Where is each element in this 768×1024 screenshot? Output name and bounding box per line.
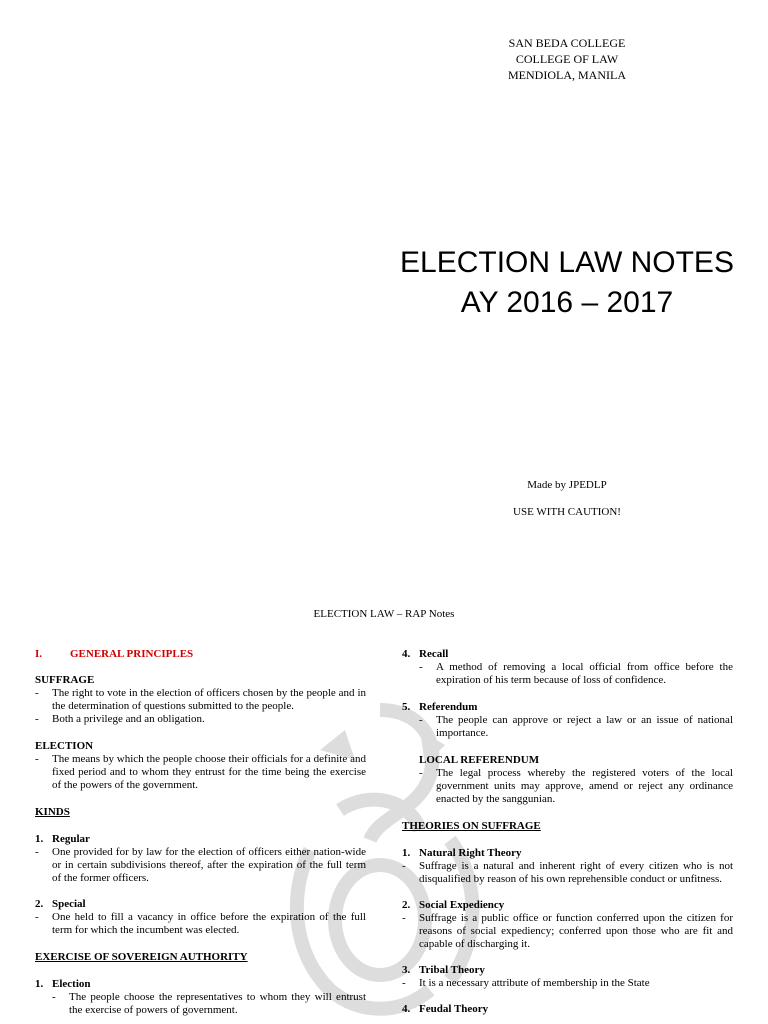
election-definition: The means by which the people choose their officials for a definite and fixed period and to whom they entrust for the time being the exercise of the powers of the government.	[52, 753, 366, 791]
theory-social-expediency: Social Expediency	[419, 899, 505, 911]
suffrage-nature: Both a privilege and an obligation.	[52, 713, 205, 725]
theory-social-expediency-description: Suffrage is a public office or function conferred upon the citizen for reasons of social expediency; conferred upon those who are fit and capable of discharging it.	[419, 912, 733, 950]
exercise-referendum-description: The people can approve or reject a law or an issue of national importance.	[436, 714, 733, 739]
kind-regular-description: One provided for by law for the election of officers either nation-wide or in certain subdivisions thereof, after the expiration of the full term of the former officers.	[52, 846, 366, 884]
exercise-heading: EXERCISE OF SOVEREIGN AUTHORITY	[35, 951, 248, 963]
title-line: ELECTION LAW NOTES	[400, 246, 734, 279]
suffrage-heading: SUFFRAGE	[35, 674, 95, 686]
exercise-title: 5. Referendum	[402, 701, 478, 713]
election-heading: ELECTION	[35, 740, 94, 752]
theory-feudal: Feudal Theory	[419, 1003, 489, 1015]
theory-tribal-description: It is a necessary attribute of membership in the State	[419, 977, 650, 989]
document-title	[392, 243, 742, 323]
notes-heading: ELECTION LAW – RAP Notes	[313, 608, 455, 620]
right-column	[402, 648, 733, 1016]
kind-special-description: One held to fill a vacancy in office before the expiration of the full term for which the incumbent was elected.	[52, 911, 366, 936]
theory-title: 2. Social Expediency	[402, 899, 505, 911]
theory-natural-right-description: Suffrage is a natural and inherent right of every citizen who is not disqualified by reason of his own reprehensible conduct or unfitness.	[419, 860, 733, 885]
list-item: - The people choose the representatives to whom they will entrust the exercise of powers of government.	[52, 991, 366, 1016]
institution-line: COLLEGE OF LAW	[515, 52, 619, 66]
section-heading	[35, 648, 366, 661]
exercise-election-description: The people choose the representatives to whom they will entrust the exercise of powers of government.	[69, 991, 366, 1016]
kind-regular: Regular	[52, 833, 90, 845]
theory-title: 3. Tribal Theory	[402, 964, 485, 976]
section-title: GENERAL PRINCIPLES	[70, 648, 194, 660]
kind-title: 1. Regular	[35, 833, 90, 845]
theory-natural-right: Natural Right Theory	[419, 847, 522, 859]
theory-title: 1. Natural Right Theory	[402, 847, 522, 859]
list-item: - The right to vote in the election of officers chosen by the people and in the determination of questions submitted to the people.	[35, 687, 366, 712]
exercise-recall: Recall	[419, 648, 449, 660]
list-item: - The people can approve or reject a law or an issue of national importance.	[419, 714, 733, 739]
suffrage-definition: The right to vote in the election of officers chosen by the people and in the determination of questions submitted to the people.	[52, 687, 366, 712]
list-item: - One provided for by law for the election of officers either nation-wide or in certain subdivisions thereof, after the expiration of the full term of the former officers.	[35, 846, 366, 884]
exercise-election: Election	[52, 978, 91, 990]
list-item: - The legal process whereby the registered voters of the local government units may approve, amend or reject any ordinance enacted by the sanggunian.	[419, 767, 733, 805]
theory-tribal: Tribal Theory	[419, 964, 485, 976]
list-item: - One held to fill a vacancy in office before the expiration of the full term for which the incumbent was elected.	[35, 911, 366, 936]
theories-heading: THEORIES ON SUFFRAGE	[402, 820, 541, 832]
author-credit: Made by JPEDLP	[527, 479, 607, 491]
exercise-title: 4. Recall	[402, 648, 449, 660]
exercise-title: 1. Election	[35, 978, 91, 990]
kind-title: 2. Special	[35, 898, 86, 910]
institution-line: SAN BEDA COLLEGE	[508, 36, 626, 50]
title-line: AY 2016 – 2017	[460, 286, 674, 319]
list-item: - The means by which the people choose their officials for a definite and fixed period and to whom they entrust for the time being the exercise of the powers of the government.	[35, 753, 366, 791]
kinds-heading: KINDS	[35, 806, 70, 818]
list-item: - Both a privilege and an obligation.	[35, 713, 205, 725]
section-number: I.	[35, 648, 43, 660]
institution-line: MENDIOLA, MANILA	[508, 68, 626, 82]
list-item: - A method of removing a local official from office before the expiration of his term because of loss of confidence.	[419, 661, 733, 686]
theory-title: 4. Feudal Theory	[402, 1003, 489, 1015]
institution-block	[468, 35, 666, 83]
list-item: - Suffrage is a natural and inherent right of every citizen who is not disqualified by reason of his own reprehensible conduct or unfitness.	[402, 860, 733, 885]
list-item: - It is a necessary attribute of membership in the State	[402, 977, 650, 989]
left-column	[35, 648, 366, 1017]
caution-note: USE WITH CAUTION!	[513, 506, 621, 518]
local-referendum-heading: LOCAL REFERENDUM	[419, 754, 540, 766]
exercise-referendum: Referendum	[419, 701, 478, 713]
kind-special: Special	[52, 898, 86, 910]
exercise-recall-description: A method of removing a local official from office before the expiration of his term because of loss of confidence.	[436, 661, 733, 686]
local-referendum-description: The legal process whereby the registered voters of the local government units may approve, amend or reject any ordinance enacted by the sanggunian.	[436, 767, 733, 805]
list-item: - Suffrage is a public office or function conferred upon the citizen for reasons of social expediency; conferred upon those who are fit and capable of discharging it.	[402, 912, 733, 950]
